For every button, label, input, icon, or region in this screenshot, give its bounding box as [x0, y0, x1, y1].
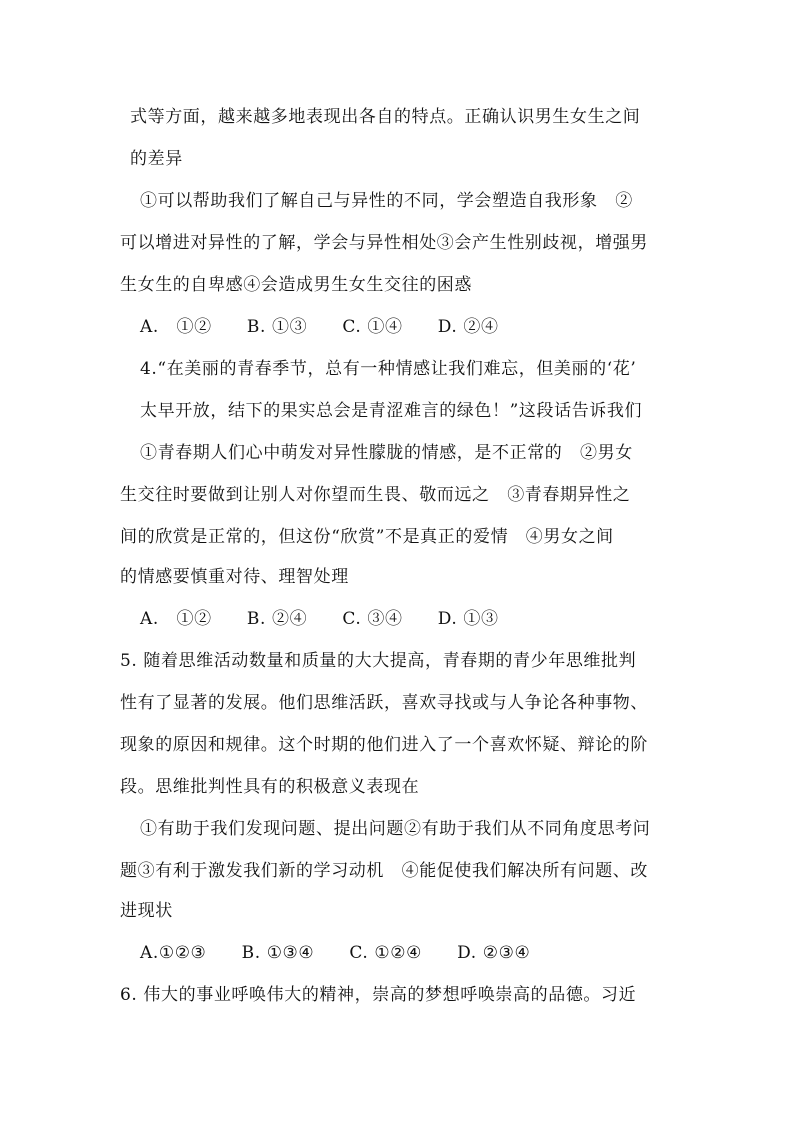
text-line: 可以增进对异性的了解，学会与异性相处③会产生性别歧视，增强男: [120, 233, 648, 253]
text-line: 段。思维批判性具有的积极意义表现在: [120, 777, 420, 797]
text-line: ①可以帮助我们了解自己与异性的不同，学会塑造自我形象 ②: [140, 191, 633, 211]
text-line: 进现状: [120, 901, 173, 921]
text-line: ①青春期人们心中萌发对异性朦胧的情感，是不正常的 ②男女: [140, 443, 633, 463]
answer-options-q3: A. ①② B. ①③ C. ①④ D. ②④: [140, 317, 499, 337]
text-line: 生交往时要做到让别人对你望而生畏、敬而远之 ③青春期异性之: [120, 485, 631, 505]
question-5-stem: 5. 随着思维活动数量和质量的大大提高，青春期的青少年思维批判: [120, 651, 637, 671]
text-line: 太早开放，结下的果实总会是青涩难言的绿色！”这段话告诉我们: [140, 401, 643, 421]
question-6-stem: 6. 伟大的事业呼唤伟大的精神，崇高的梦想呼唤崇高的品德。习近: [120, 985, 637, 1005]
answer-options-q4: A. ①② B. ②④ C. ③④ D. ①③: [140, 609, 499, 629]
text-line: ①有助于我们发现问题、提出问题②有助于我们从不同角度思考问: [140, 819, 651, 839]
text-line: 的情感要慎重对待、理智处理: [120, 567, 349, 587]
question-4-stem: 4.“在美丽的青春季节，总有一种情感让我们难忘，但美丽的‘花’: [140, 359, 637, 379]
text-line: 间的欣赏是正常的，但这份“欣赏”不是真正的爱情 ④男女之间: [120, 527, 614, 547]
text-line: 性有了显著的发展。他们思维活跃，喜欢寻找或与人争论各种事物、: [120, 693, 648, 713]
text-line: 式等方面，越来越多地表现出各自的特点。正确认识男生女生之间: [130, 107, 641, 127]
text-line: 题③有利于激发我们新的学习动机 ④能促使我们解决所有问题、改: [120, 861, 648, 881]
text-line: 的差异: [130, 149, 183, 169]
answer-options-q5: A.①②③ B. ①③④ C. ①②④ D. ②③④: [140, 943, 531, 963]
text-line: 生女生的自卑感④会造成男生女生交往的困惑: [120, 275, 472, 295]
text-line: 现象的原因和规律。这个时期的他们进入了一个喜欢怀疑、辩论的阶: [120, 735, 648, 755]
